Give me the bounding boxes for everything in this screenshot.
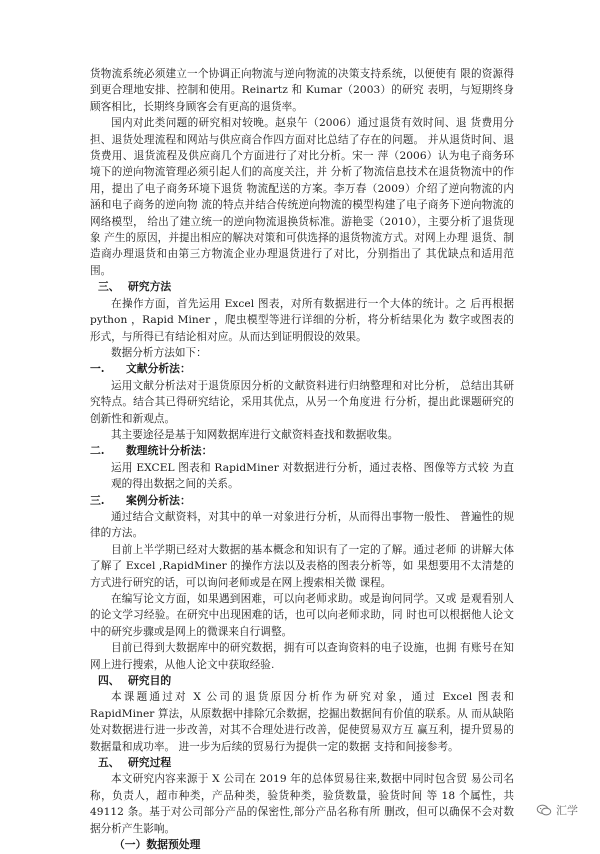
paragraph: 通过结合文献资料，对其中的单一对象进行分析，从而得出事物一般性、 普遍性的规律的方法。 — [90, 510, 514, 540]
paragraph: 其主要途径是基于知网数据库进行文献资料查找和数据收集。 — [111, 428, 399, 441]
paragraph: 运用文献分析法对于退货原因分析的文献资料进行归纳整理和对比分析， 总结出其研究特点。结合其已得研究结论，采用其优点，从另一个角度进 行分析，提出此课题研究的创新性和新观点。 — [90, 379, 514, 425]
document-body — [90, 66, 514, 854]
method-heading: 二. 数理统计分析法： — [90, 444, 213, 458]
wechat-icon — [536, 804, 552, 816]
paragraph: 本文研究内容来源于 X 公司在 2019 年的总体贸易往来,数据中同时包含贸 易公司名称，负责人，超市种类，产品种类，验货种类，验货数量，验货时间 等 18 个属性，共 49112 条。基于对公司部分产品的保密性,部分产品名称有所 删改，但可以确保不会对数据分析产生影响。 — [90, 773, 514, 835]
watermark-text: 汇学 — [556, 804, 578, 817]
paragraph: 货物流系统必须建立一个协调正向物流与逆向物流的决策支持系统，以便使有 限的资源得到更合理地安排、控制和使用。Reinartz 和 Kumar（2003）的研究 表明，与短期终身顾客相比，长期终身顾客会有更高的退货率。 — [90, 68, 514, 113]
paragraph: 目前上半学期已经对大数据的基本概念和知识有了一定的了解。通过老师 的讲解大体了解了 Excel ,RapidMiner 的操作方法以及表格的图表分析等，如 果想要用不太清楚的方式进行研究的话，可以询问老师或是在网上搜索相关微 课程。 — [90, 543, 514, 589]
paragraph: 在编写论文方面，如果遇到困难，可以向老师求助。或是询问同学。又或 是观看别人的论文学习经验。在研究中出现困难的话，也可以向老师求助，同 时也可以根据他人论文中的研究步骤或是网上的微课来自行调整。 — [90, 593, 514, 638]
paragraph: 本课题通过对 X 公司的退货原因分析作为研究对象，通过 Excel 图表和 RapidMiner 算法，从原数据中排除冗余数据，挖掘出数据间有价值的联系。从 而从缺陷处对数据进行进一步改善，对其不合理处进行改善，促使贸易双方互 赢互利，提升贸易的数据量和成功率。 进一步为后续的贸易行为提供一定的数据 支持和间接参考。 — [90, 691, 514, 753]
paragraph: 在操作方面，首先运用 Excel 图表，对所有数据进行一个大体的统计。之 后再根据 python ，Rapid Miner ，爬虫模型等进行详细的分析，将分析结果化为 数字或图表的形式，与所得已有结论相对应。从而达到证明假设的效果。 — [90, 297, 514, 343]
subsection-heading: （一）数据预处理 — [114, 838, 201, 852]
paragraph: 数据分析方法如下： — [111, 346, 207, 359]
watermark — [536, 802, 578, 818]
section-heading: 五、 研究过程 — [98, 756, 172, 770]
method-heading: 一. 文献分析法： — [90, 362, 191, 376]
section-heading: 四、 研究目的 — [98, 674, 172, 688]
method-heading: 三. 案例分析法： — [90, 493, 191, 507]
section-heading: 三、 研究方法 — [98, 280, 172, 294]
paragraph: 目前已得到大数据库中的研究数据，拥有可以查询资料的电子设施，也拥 有账号在知网上进行搜索，从他人论文中获取经验. — [90, 642, 514, 671]
paragraph: 运用 EXCEL 图表和 RapidMiner 对数据进行分析，通过表格、图像等方式较 为直观的得出数据之间的关系。 — [111, 461, 514, 491]
paragraph: 国内对此类问题的研究相对较晚。赵泉午（2006）通过退货有效时间、退 货费用分担、退货处理流程和网站与供应商合作四方面对比总结了存在的问题。 并从退货时间、退货费用、退货流程及供应商几个方面进行了对比分析。宋一 萍（2006）认为电子商务环境下的逆向物流管理必须引起人们的高度关注，并 分析了物流信息技术在退货物流中的作用，提出了电子商务环境下退货 物流配送的方案。李万春（2009）介绍了逆向物流的内涵和电子商务的逆向物 流的特点并结合传统逆向物流的模型构建了电子商务下逆向物流的网络模型， 给出了建立统一的逆向物流退换货标准。游艳雯（2010），主要分析了退货现象 产生的原因，并提出相应的解决对策和可供选择的退货物流方式。对网上办理 退货、制造商办理退货和由第三方物流企业办理退货进行了对比，分别指出了 其优缺点和适用范围。 — [90, 117, 514, 277]
